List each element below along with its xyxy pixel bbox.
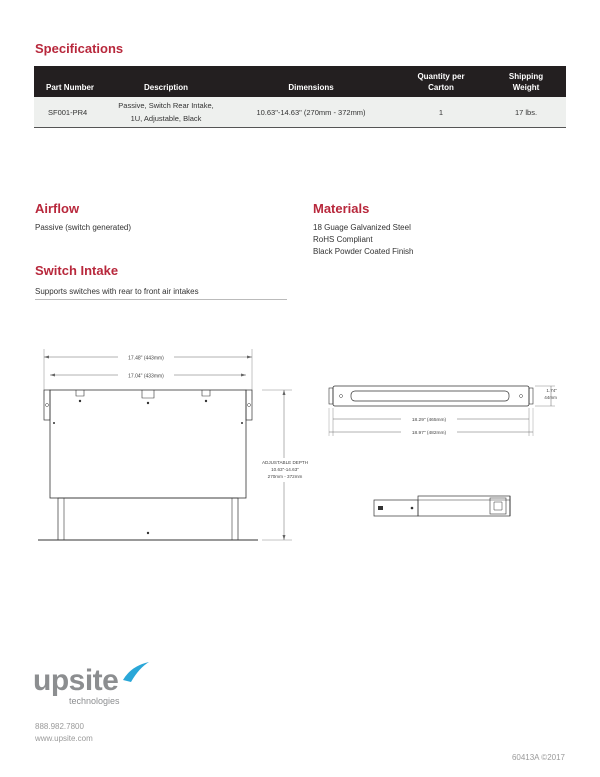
materials-item: RoHS Compliant (313, 235, 373, 244)
airflow-heading: Airflow (35, 201, 80, 216)
specifications-heading: Specifications (35, 41, 124, 56)
cell-description: Passive, Switch Rear Intake, 1U, Adjustable, Black (106, 97, 226, 128)
depth-label: ADJUSTABLE DEPTH (261, 460, 309, 465)
contact-block (35, 721, 93, 745)
website-link[interactable]: www.upsite.com (35, 734, 93, 743)
logo-wordmark: upsite (33, 664, 119, 697)
height-mm-label: 44mm (544, 395, 557, 400)
depth-value: 10.63"-14.63" (271, 467, 299, 472)
depth-value-mm: 270mm - 372mm (267, 474, 303, 479)
section-divider (35, 299, 287, 300)
header-dimensions: Dimensions (226, 66, 396, 97)
table-row (34, 97, 566, 128)
materials-list (313, 222, 414, 258)
inner-width-label: 17.04" (433mm) (128, 373, 164, 380)
upsite-logo (33, 660, 153, 708)
front-inner-width-label: 18.29" (465mm) (411, 418, 447, 423)
header-description: Description (106, 66, 226, 97)
airflow-text: Passive (switch generated) (35, 223, 132, 232)
switch-intake-text: Supports switches with rear to front air intakes (35, 287, 199, 296)
logo-swoosh-icon (121, 660, 151, 684)
materials-item: Black Powder Coated Finish (313, 247, 414, 256)
materials-heading: Materials (313, 201, 370, 216)
cell-weight: 17 lbs. (486, 97, 566, 128)
side-view-drawing (372, 494, 522, 520)
top-view-drawing (30, 345, 320, 555)
materials-item: 18 Guage Galvanized Steel (313, 223, 411, 232)
cell-quantity: 1 (396, 97, 486, 128)
front-view-drawing (325, 378, 565, 440)
specifications-table (34, 66, 566, 128)
table-header-row (34, 66, 566, 97)
logo-subtext: technologies (69, 696, 120, 706)
front-overall-width-label: 18.97" (482mm) (411, 431, 447, 436)
phone-number: 888.982.7800 (35, 722, 84, 731)
cell-part-number: SF001-PR4 (34, 97, 106, 128)
height-in-label: 1.74" (546, 388, 557, 393)
header-part-number: Part Number (34, 66, 106, 97)
header-weight: Shipping Weight (486, 66, 566, 97)
cell-dimensions: 10.63"-14.63" (270mm - 372mm) (226, 97, 396, 128)
header-quantity: Quantity per Carton (396, 66, 486, 97)
document-code: 60413A ©2017 (511, 753, 565, 762)
overall-width-label: 17.48" (443mm) (128, 355, 164, 362)
switch-intake-heading: Switch Intake (35, 263, 119, 278)
